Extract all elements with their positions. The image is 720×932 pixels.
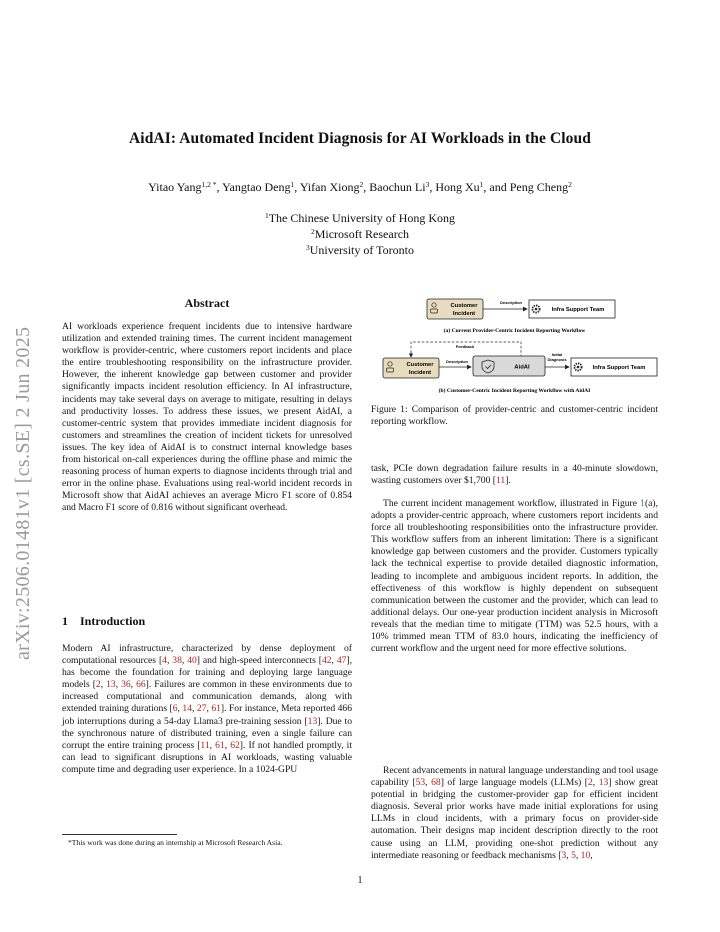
abstract-text: AI workloads experience frequent incidents due to intensive hardware utilization and extended training times. The current incident management workflow is provider-centric, where customers report incidents and place the entire troubleshooting responsibility on the infrastructure provider. However, the inherent knowledge gap between customer and provider significantly impacts incident resolution efficiency. In AI infrastructure, incidents may take several days on average to mitigate, resulting in delays and productivity losses. To address these issues, we present AidAI, a customer-centric system that provides immediate incident diagnosis for customers and streamlines the creation of incident tickets for unresolved issues. The key idea of AidAI is to construct internal knowledge bases from historical on-call experiences during the offline phase and mimic the reasoning process of human experts to diagnose incidents through trial and error in the online phase. Evaluations using real-world incident records in Microsoft show that AidAI achieves an average Micro F1 score of 0.854 and Macro F1 score of 0.816 without significant overhead. [62,321,352,514]
arrow-a-label: Description [499,300,523,305]
figure-ref-link[interactable]: 1 [640,498,645,509]
citation-link[interactable]: 61 [215,739,225,751]
citation-link[interactable]: 13 [598,777,609,789]
right-paragraph-continued: task, PCIe down degradation failure results in a 40-minute slowdown, wasting customers over $1,700 [11]. [371,463,658,487]
right-paragraph-workflow: The current incident management workflow, illustrated in Figure 1(a), adopts a provider-centric approach, where customers report incidents and force all troubleshooting responsibilities onto the infrastructure provider. This workflow suffers from an inherent limitation: There is a significant knowledge gap between customers and the provider. Customers typically lack the technical expertise to provide detailed diagnostic information, leading to incomplete and ambiguous incident reports. In addition, the effectiveness of this workflow is highly dependent on subsequent communication between the customer and the provider, which can lead to additional delays. Our one-year production incident analysis in Microsoft reveals that the median time to mitigate (TTM) was 52.5 hours, with a 10% trimmed mean TTM of 83.0 hours, indicating the inefficiency of current workflow and the urgent need for more effective solutions. [371,498,658,655]
author-affiliation-marker: 3 [425,180,430,189]
citation-link[interactable]: 47 [336,655,347,667]
citation-link[interactable]: 27 [196,703,207,715]
author-affiliation-marker: 1,2 * [201,180,217,189]
feedback-label: Feedback [455,344,475,349]
citation-link[interactable]: 42 [321,655,332,667]
workflow-a [427,299,615,319]
affiliation [0,242,720,258]
citation-link[interactable]: 53 [415,777,426,789]
citation-link[interactable]: 38 [172,655,182,667]
abstract-heading: Abstract [184,296,230,310]
affiliation-name: The Chinese University of Hong Kong [268,211,456,225]
paper-title: AidAI: Automated Incident Diagnosis for AI Workloads in the Cloud [129,130,591,147]
citation-link[interactable]: 68 [431,777,441,789]
citation-link[interactable]: 3 [561,849,567,861]
citation-link[interactable]: 10 [580,849,591,861]
infra-team-label-b: Infra Support Team [592,365,646,371]
citation-link[interactable]: 40 [187,655,197,667]
customer-label-a-1: Customer [450,303,478,309]
citation-link[interactable]: 11 [200,739,210,751]
arxiv-stamp: arXiv:2506.01481v1 [cs.SE] 2 Jun 2025 [12,326,34,660]
section-heading-introduction [62,614,145,629]
author-name: Yangtao Deng [222,180,291,194]
author-affiliation-marker: 2 [359,180,364,189]
author-name: and Peng Cheng [489,180,569,194]
affiliation [0,210,720,226]
subcaption-b: (b) Customer-Centric Incident Reporting Workflow with AidAI [438,388,591,394]
footnote-rule [62,834,177,835]
author-affiliation-marker: 2 [568,180,572,189]
author-name: Baochun Li [369,180,426,194]
affiliation-marker: 3 [305,243,310,252]
affiliation-name: University of Toronto [309,243,414,257]
citation-link[interactable]: 4 [162,655,167,667]
affiliation-name: Microsoft Research [314,227,410,241]
author-list: Yitao Yang$^{1,2 *}$, Yangtao Deng$^1$, Yifan Xiong$^2$, Baochun Li$^3$, Hong Xu$^1$, and Peng Cheng$^2$ [148,180,572,194]
citation-link[interactable]: 36 [121,679,131,691]
section-title: Introduction [80,614,146,628]
arrow-b1-label: Description [445,359,469,364]
citation-link[interactable]: 61 [211,703,221,715]
citation-link[interactable]: 66 [136,679,146,691]
customer-label-a-2: Incident [452,311,476,317]
author-name: Yitao Yang [148,180,202,194]
customer-label-b-1: Customer [406,362,434,368]
citation-link[interactable]: 2 [587,777,593,789]
figure-1-diagram [371,290,658,398]
right-paragraph-llm: Recent advancements in natural language understanding and tool usage capability [53, 68] of large language models (LLMs) [2, 13] show great potential in bridging the customer-provider gap for efficient incident diagnosis. Several prior works have made initial explorations for using LLMs in cloud incidents, with a primary focus on provider-side automation. Their designs map incident description directly to the root cause using an LLM, providing one-shot prediction without any intermediate reasoning or feedback mechanisms [3, 5, 10, [371,765,659,861]
author-affiliation-marker: 1 [479,180,484,189]
affiliation [0,226,720,242]
citation-link[interactable]: 5 [571,849,576,861]
citation-link[interactable]: 13 [307,715,318,727]
citation-link[interactable]: 13 [106,679,116,691]
page-number: 1 [357,875,363,886]
intro-paragraph: Modern AI infrastructure, characterized by dense deployment of computational resources [4, 38, 40] and high-speed interconnects [42, 47], has become the foundation for training and deploying large language models [2, 13, 36, 66]. Failures are common in these environments due to increased computational and communication demands, along with extended training durations [6, 14, 27, 61]. For instance, Meta reported 466 job interruptions during a 54-day Llama3 pre-training session [13]. Due to the synchronous nature of distributed training, even a single failure can corrupt the entire training process [11, 61, 62]. If not handled promptly, it can lead to significant disruptions in AI workloads, wasting valuable compute time and degrading user experience. In a 1024-GPU [62,643,353,775]
citation-link[interactable]: 14 [182,703,192,715]
aidai-box [473,356,545,376]
workflow-b [383,342,657,378]
affiliation-marker: 2 [310,227,315,236]
section-number: 1 [62,614,68,628]
arrow-b2-label-1: Initial [551,352,563,357]
affiliation-list [0,210,720,258]
citation-link[interactable]: 2 [95,679,101,691]
customer-label-b-2: Incident [408,370,432,376]
aidai-label: AidAI [514,364,530,371]
subcaption-a: (a) Current Provider-Centric Incident Reporting Workflow [443,328,586,334]
author-name: Hong Xu [435,180,480,194]
figure-1-caption: Figure 1: Comparison of provider-centric and customer-centric incident reporting workflow. [371,404,658,428]
author-affiliation-marker: 1 [290,180,295,189]
affiliation-marker: 1 [264,211,269,220]
infra-team-label-a: Infra Support Team [551,307,605,313]
citation-link[interactable]: 6 [172,703,178,715]
arrow-b2-label-2: Diagnosis [547,357,567,362]
citation-link[interactable]: 62 [230,739,240,751]
citation-link[interactable]: 11 [495,475,506,487]
footnote: *This work was done during an internship at Microsoft Research Asia. [68,838,283,847]
author-name: Yifan Xiong [299,180,360,194]
